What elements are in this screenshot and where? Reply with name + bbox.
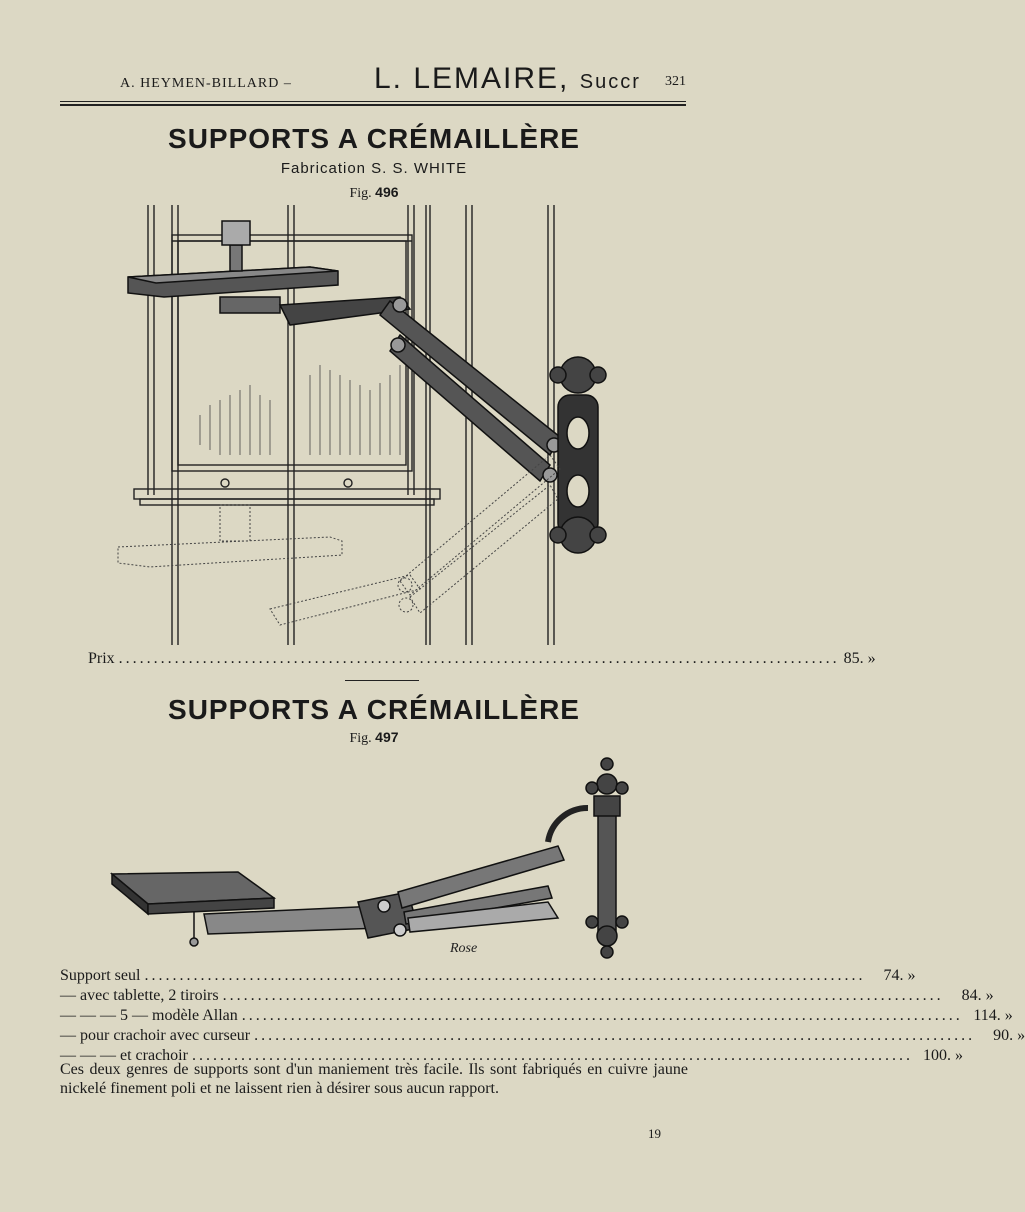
engraver-signature: Rose	[450, 941, 478, 956]
list-item	[60, 986, 994, 1006]
dot-leader: .......................................................................................................	[191, 1047, 913, 1064]
dot-leader: .......................................................................................................	[241, 1007, 963, 1024]
folio: 19	[648, 1126, 661, 1141]
fig-label: Fig.	[349, 731, 372, 746]
fig-497-caption	[0, 729, 748, 747]
section-divider	[345, 680, 419, 681]
item-currency: »	[1004, 1007, 1013, 1024]
item-currency: »	[985, 987, 994, 1004]
item-currency: »	[954, 1047, 963, 1064]
item-price: 100.	[922, 1047, 951, 1064]
description-note: Ces deux genres de supports sont d'un maniement très facile. Ils sont fabriqués en cuivre jaune nickelé finement poli et ne laissent rien à désirer sous aucun rapport.	[60, 1061, 688, 1097]
list-item	[60, 1026, 1025, 1046]
section1-subtitle: Fabrication S. S. WHITE	[280, 160, 468, 177]
item-label: — avec tablette, 2 tiroirs	[60, 987, 219, 1004]
list-item	[60, 1006, 1013, 1026]
item-currency: »	[1017, 1027, 1025, 1044]
item-price: 90.	[993, 1027, 1014, 1044]
header-name: L. LEMAIRE,	[374, 62, 570, 95]
price-list	[60, 966, 1025, 1066]
fig-496-illustration	[110, 205, 640, 645]
dot-leader: .......................................................................................................	[222, 987, 944, 1004]
header-rule	[60, 101, 686, 102]
header-succ: Succr	[579, 71, 641, 93]
fig-497-illustration	[108, 752, 648, 962]
page-number: 321	[665, 74, 686, 89]
price-label: Prix	[88, 650, 115, 667]
price-row	[88, 650, 876, 670]
header-right	[374, 62, 641, 96]
fig-number: 496	[375, 184, 399, 200]
item-price: 84.	[961, 987, 982, 1004]
price-value: 85. »	[843, 650, 876, 667]
header-rule-double	[60, 104, 686, 106]
item-price: 114.	[973, 1007, 1001, 1024]
item-label: — — — 5 — modèle Allan	[60, 1007, 238, 1024]
section2-title: SUPPORTS A CRÉMAILLÈRE	[168, 694, 580, 725]
dot-leader: .......................................................................................................	[118, 650, 840, 667]
dot-leader: .......................................................................................................	[144, 967, 866, 984]
item-label: Support seul	[60, 967, 141, 984]
section1-title: SUPPORTS A CRÉMAILLÈRE	[168, 123, 580, 154]
fig-number: 497	[375, 729, 399, 745]
item-currency: »	[907, 967, 916, 984]
list-item	[60, 966, 916, 986]
dot-leader: .......................................................................................................	[254, 1027, 976, 1044]
fig-496-caption	[0, 184, 748, 202]
header-left: A. HEYMEN-BILLARD –	[120, 76, 292, 91]
fig-label: Fig.	[349, 186, 372, 201]
item-label: — pour crachoir avec curseur	[60, 1027, 251, 1044]
item-price: 74.	[883, 967, 904, 984]
item-label: — — — et crachoir	[60, 1047, 188, 1064]
running-header	[60, 62, 686, 102]
